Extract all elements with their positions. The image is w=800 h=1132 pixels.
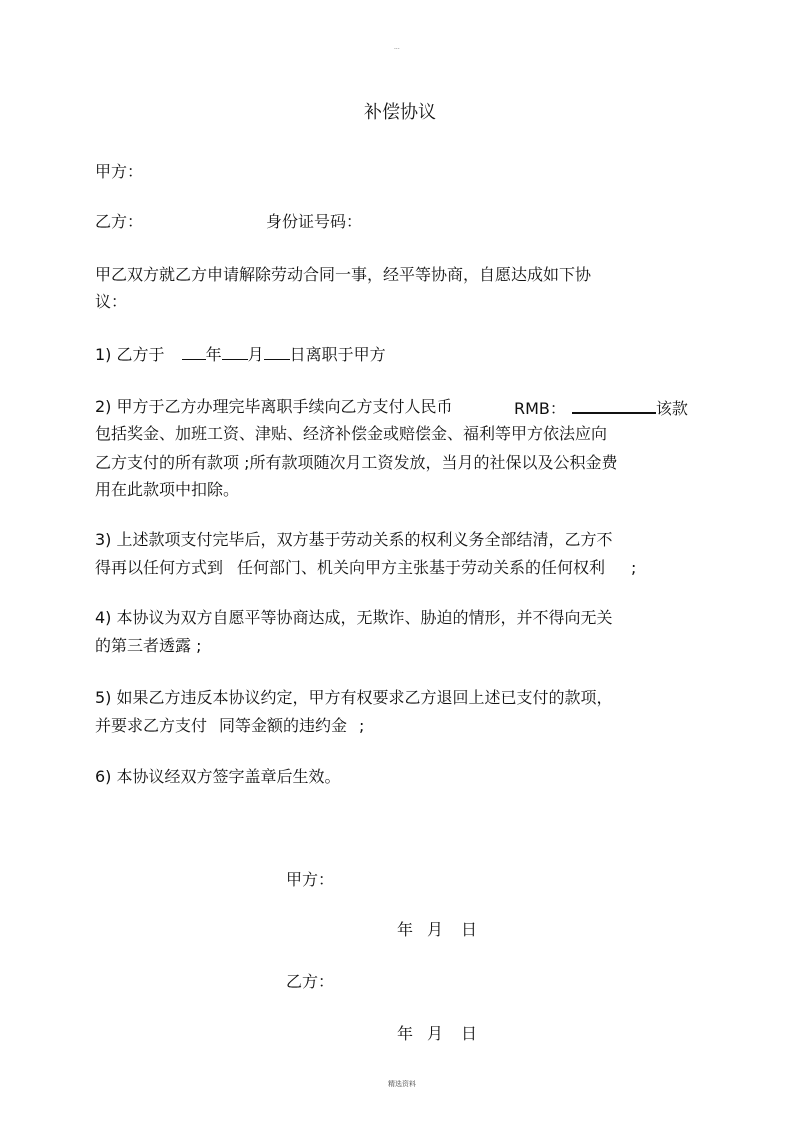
clause-4-line-1: 4) 本协议为双方自愿平等协商达成，无欺诈、胁迫的情形，并不得向无关 xyxy=(95,608,613,627)
clause-1-prefix: 1) 乙方于 xyxy=(95,345,165,364)
clause-2-line-2: 包括奖金、加班工资、津贴、经济补偿金或赔偿金、福利等甲方依法应向 xyxy=(95,424,608,443)
clause-1 xyxy=(95,342,386,367)
document-title: 补偿协议 xyxy=(364,102,436,123)
party-a-label: 甲方： xyxy=(95,162,144,181)
sign-date-a-day: 日 xyxy=(461,920,478,939)
amount-blank xyxy=(572,395,656,414)
header-mark: ... xyxy=(394,44,400,51)
intro-line-1: 甲乙双方就乙方申请解除劳动合同一事，经平等协商，自愿达成如下协 xyxy=(95,265,592,284)
clause-1-year: 年 xyxy=(205,345,222,364)
footer-text: 精选资料 xyxy=(388,1080,416,1088)
clause-5-line-2 xyxy=(95,714,364,738)
clause-2-line-1-rmb xyxy=(514,395,688,421)
sign-date-a-month: 月 xyxy=(427,920,444,939)
clause-3-line-2-a: 得再以任何方式到 xyxy=(95,558,224,577)
clause-6: 6) 本协议经双方签字盖章后生效。 xyxy=(95,767,341,786)
sign-date-b xyxy=(397,1022,477,1046)
clause-2-line-1-end: 该款 xyxy=(655,399,688,418)
sign-date-b-month: 月 xyxy=(427,1024,444,1043)
month-blank xyxy=(222,342,248,360)
clause-2-line-1: 2) 甲方于乙方办理完毕离职手续向乙方支付人民币 xyxy=(95,397,453,416)
clause-5-line-1: 5) 如果乙方违反本协议约定，甲方有权要求乙方退回上述已支付的款项， xyxy=(95,688,613,707)
sign-date-a xyxy=(397,918,477,942)
clause-3-line-1: 3) 上述款项支付完毕后，双方基于劳动关系的权利义务全部结清，乙方不 xyxy=(95,530,613,549)
party-b-label: 乙方： xyxy=(95,212,144,231)
sign-party-b-label: 乙方： xyxy=(286,972,335,991)
rmb-label: RMB： xyxy=(514,399,566,418)
clause-3-line-2 xyxy=(95,556,636,580)
id-number-label: 身份证号码： xyxy=(266,212,363,231)
clause-5-line-2-b: 同等金额的违约金 xyxy=(219,716,348,735)
sign-date-b-day: 日 xyxy=(461,1024,478,1043)
clause-1-month: 月 xyxy=(247,345,264,364)
day-blank xyxy=(264,342,290,360)
clause-2-line-4: 用在此款项中扣除。 xyxy=(95,480,240,499)
intro-line-2: 议： xyxy=(95,292,128,311)
clause-5-line-2-c: ; xyxy=(359,716,365,735)
clause-3-line-2-c: ; xyxy=(631,558,637,577)
sign-party-a-label: 甲方： xyxy=(286,870,335,889)
sign-date-b-year: 年 xyxy=(397,1024,414,1043)
year-blank xyxy=(182,342,206,360)
clause-3-line-2-b: 任何部门、机关向甲方主张基于劳动关系的任何权利 xyxy=(237,558,606,577)
clause-2-line-3: 乙方支付的所有款项 ;所有款项随次月工资发放，当月的社保以及公积金费 xyxy=(95,453,618,472)
sign-date-a-year: 年 xyxy=(397,920,414,939)
clause-4-line-2: 的第三者透露 ; xyxy=(95,636,202,655)
clause-1-suffix: 日离职于甲方 xyxy=(289,345,386,364)
clause-5-line-2-a: 并要求乙方支付 xyxy=(95,716,208,735)
